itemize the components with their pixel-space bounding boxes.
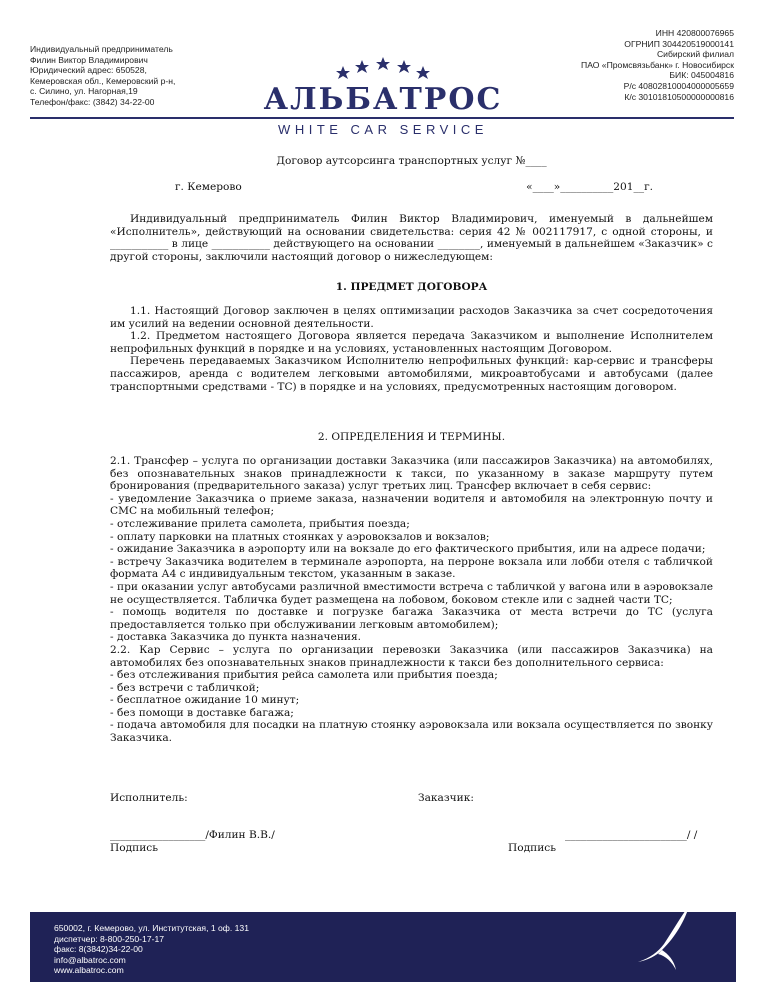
logo-wordmark: АЛЬБАТРОС — [263, 82, 503, 117]
executor-signature-caption: Подпись — [110, 842, 158, 854]
clause-line: - встречу Заказчика водителем в терминале аэропорта, на перроне вокзала или лобби отеля с табличкой формата А4 с индивидуальным текстом, указанным в заказе. — [110, 555, 713, 581]
customer-signature-caption: Подпись — [508, 842, 556, 854]
company-line: с. Силино, ул. Нагорная,19 — [30, 86, 138, 97]
company-line: Филин Виктор Владимирович — [30, 54, 148, 65]
footer-website: www.albatroc.com — [54, 965, 124, 976]
bank-line: К/с 30101810500000000816 — [624, 91, 734, 102]
clause-1-functions: Перечень передаваемых Заказчиком Исполнителю непрофильных функций: кар-сервис и трансферы пассажиров, аренда с водителем легковыми автомобилями, микроавтобусами и автобусами (далее транспортными средствами - ТС) в порядке и на условиях, предусмотренных настоящим договором. — [110, 355, 713, 393]
footer-banner — [30, 912, 736, 982]
executor-signature-line: __________________/Филин В.В./ — [110, 829, 275, 841]
signature-captions — [110, 842, 713, 855]
footer-fax: факс: 8(3842)34-22-00 — [54, 944, 143, 955]
clause-line: - помощь водителя по доставке и погрузке багажа Заказчика от места встречи до ТС (услуга предоставляется только при обслуживании легковым автомобилем); — [110, 606, 713, 631]
footer-email: info@albatroc.com — [54, 954, 126, 965]
bank-line: ОГРНИП 304420519000141 — [624, 38, 734, 49]
section-2-title: 2. ОПРЕДЕЛЕНИЯ И ТЕРМИНЫ. — [317, 431, 506, 443]
intro-paragraph: Индивидуальный предприниматель Филин Виктор Владимирович, именуемый в дальнейшем «Исполнитель», действующий на основании свидетельства: серия 42 № 002117917, с одной стороны, и ___________ в лице ___________ действующего на основании ________, именуемый в дальнейшем «Заказчик» с другой стороны, заключили настоящий договор о нижеследующем: — [110, 213, 713, 263]
bank-line: БИК: 045004816 — [669, 70, 734, 81]
footer-address: 650002, г. Кемерово, ул. Институтская, 1 оф. 131 — [54, 923, 249, 933]
clause-line: - уведомление Заказчика о приеме заказа, назначении водителя и автомобиля на электронную почту и СМС на мобильный телефон; — [110, 492, 713, 518]
footer-dispatcher: диспетчер: 8-800-250-17-17 — [54, 933, 165, 944]
customer-signature-line: _______________________/ / — [565, 829, 698, 841]
clause-line: - без помощи в доставке багажа; — [110, 706, 294, 719]
company-line: Юридический адрес: 650528, — [30, 65, 147, 76]
clause-1-1: 1.1. Настоящий Договор заключен в целях оптимизации расходов Заказчика за счет сосредоточения им усилий на ведении основной деятельности. — [110, 305, 713, 330]
clause-line: - бесплатное ожидание 10 минут; — [110, 694, 300, 707]
bank-line: Р/с 40802810004000005659 — [623, 80, 734, 91]
clause-line: 2.1. Трансфер – услуга по организации доставки Заказчика (или пассажиров Заказчика) на автомобилях, без опознавательных знаков принадлежности к такси, по указанному в заказе маршруту путем бронирования (предварительного заказа) услуг третьих лиц. Трансфер включает в себя сервис: — [110, 455, 713, 493]
section-2-body — [110, 455, 713, 745]
clause-1-2: 1.2. Предметом настоящего Договора является передача Заказчиком и выполнение Исполнителем непрофильных функций в порядке и на условиях, установленных настоящим Договором. — [110, 330, 713, 355]
clause-line: - без встречи с табличкой; — [110, 681, 260, 694]
company-details — [30, 44, 240, 108]
clause-line: 2.2. Кар Сервис – услуга по организации перевозки Заказчика (или пассажиров Заказчика) на автомобилях без опознавательных знаков принадлежности к такси без дополнительного сервиса: — [110, 643, 713, 669]
bank-line: ПАО «Промсвязьбанк» г. Новосибирск — [581, 59, 734, 70]
clause-line: - отслеживание прилета самолета, прибытия поезда; — [110, 517, 410, 530]
section-1-body — [110, 305, 713, 393]
bank-line: Сибирский филиал — [656, 49, 734, 60]
executor-label: Исполнитель: — [110, 792, 188, 804]
header-divider — [30, 117, 734, 119]
contract-title: Договор аутсорсинга транспортных услуг №____ — [276, 155, 547, 167]
customer-label: Заказчик: — [418, 792, 474, 804]
clause-line: - ожидание Заказчика в аэропорту или на вокзале до его фактического прибытия, или на адресе подачи; — [110, 543, 706, 556]
bank-line: ИНН 420800076965 — [655, 28, 734, 38]
logo-tagline: WHITE CAR SERVICE — [278, 122, 488, 137]
clause-line: - подача автомобиля для посадки на платную стоянку аэровокзала или вокзала осуществляется по звонку Заказчика. — [110, 719, 713, 745]
section-1-title: 1. ПРЕДМЕТ ДОГОВОРА — [335, 281, 488, 293]
albatross-bird-icon — [632, 900, 702, 980]
company-line: Телефон/факс: (3842) 34-22-00 — [30, 96, 155, 107]
clause-line: - при оказании услуг автобусами различной вместимости встреча с табличкой у вагона или в аэровокзале не осуществляется. Табличка будет размещена на лобовом, боковом стекле или с задней части ТС; — [110, 580, 713, 606]
footer-contacts — [54, 923, 249, 976]
signatures-row — [110, 829, 713, 842]
bank-details — [534, 28, 734, 102]
company-line: Кемеровская обл., Кемеровский р-н, — [30, 75, 176, 86]
clause-line: - оплату парковки на платных стоянках у аэровокзалов и вокзалов; — [110, 530, 490, 543]
place-date-row — [175, 181, 653, 194]
clause-line: - без отслеживания прибытия рейса самолета или прибытия поезда; — [110, 669, 498, 682]
company-line: Индивидуальный предприниматель — [30, 44, 173, 54]
albatros-logo — [258, 52, 508, 142]
parties-row — [110, 792, 713, 805]
city: г. Кемерово — [175, 181, 242, 193]
clause-line: - доставка Заказчика до пункта назначения. — [110, 631, 361, 644]
contract-date: «____»__________201__г. — [526, 181, 653, 193]
